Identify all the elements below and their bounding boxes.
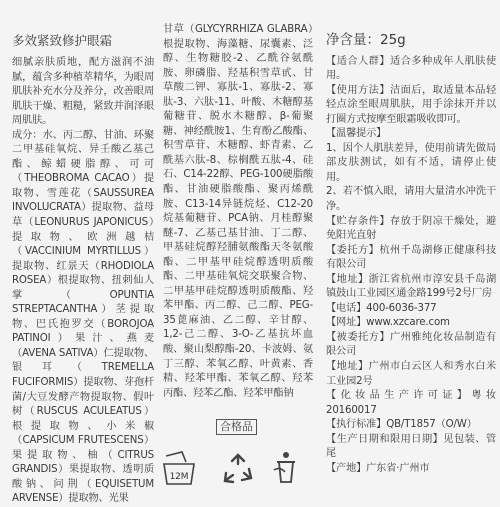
pao-label: 12M: [169, 472, 189, 482]
description-and-ingredients: 细腻亲肤质地，配方滋润不油腻，蕴含多种植萃精华，为眼周肌肤补充水分及养分，改善眼周肌肤干燥、粗糙，紧致并润泽眼周肌肤。 成分：水、丙二醇、甘油、环聚二甲基硅氧烷、异壬酸乙基己酯、鲸蜡硬脂醇、可可（THEOBROMA CACAO）提取物、雪莲花（SAUSSUREA INVOLUCRATA）提取物、益母草（LEONURUS JAPONICUS）提取物、欧洲越桔（VACCINIUM MYRTILLUS）提取物、红景天（RHODIOLA ROSEA）根提取物、扭刺仙人掌（OPUNTIA STREPTACANTHA）茎提取物、巴氏抱罗交（BOROJOA PATINOI）果汁、燕麦（AVENA SATIVA）仁提取物、银耳（TREMELLA FUCIFORMIS）提取物、芽孢杆菌/大豆发酵产物提取物、假叶树（RUSCUS ACULEATUS）根提取物、小米椒（CAPSICUM FRUTESCENS）果提取物、柚（CITRUS GRANDIS）果提取物、透明质酸钠、问荆（EQUISETUM ARVENSE）提取物、光果: [12, 57, 154, 505]
qualified-stamp: 合格品: [216, 419, 257, 435]
left-column: [12, 0, 154, 507]
net-weight: 净含量：25g: [326, 32, 406, 48]
symbol-row: [158, 450, 328, 490]
recycle-icon: [222, 453, 254, 485]
trash-bin-icon: [270, 450, 302, 486]
ingredients-continued: 甘草（GLYCYRRHIZA GLABRA）根提取物、海藻糖、尿囊素、泛醇、生物糖胶-2、乙酰谷氨酰胺、卵磷脂、羟基积雪草甙、甘草酸二钾、寡肽-1、寡肽-2、寡肽-3、六肽-11、叶酸、木糖醇基葡糖苷、脱水木糖醇、β-葡聚糖、神经酰胺1、生育酚乙酸酯、积雪草苷、木糖醇、虾青素、乙酰基六肽-8、棕榈酰五肽-4、硅石、C14-22醇、PEG-100硬脂酸酯、甘油硬脂酸酯、聚丙烯酰胺、C13-14异链烷烃、C12-20烷基葡糖苷、PCA钠、月桂醇聚醚-7、乙基己基甘油、丁二醇、甲基硅烷醇羟脯氨酸酯天冬氨酸酯、二甲基甲硅烷醇透明质酸酯、二甲基硅氧烷交联聚合物、二甲基甲硅烷醇透明质酸酯、羟苯甲酯、丙二醇、己二醇、PEG-35蓖麻油、乙二醇、辛甘醇、1,2-己二醇、3-O-乙基抗坏血酸、聚山梨醇酯-20、卡波姆、氨丁三醇、苯氧乙醇、叶黄素、香精、羟苯甲酯、苯氧乙醇、羟苯丙酯、羟苯乙酯、羟苯甲酯钠: [163, 24, 313, 399]
open-jar-12m-icon: [160, 450, 200, 486]
product-title: 多效紧致修护眼霜: [12, 33, 113, 48]
middle-column: [163, 0, 313, 401]
usage-and-company-info: 【适合人群】适合多种成年人肌肤使用。 【使用方法】洁面后，取适量本品轻轻点涂至眼周肌肤，用手涂抹开并以打圈方式按摩至眼霜吸收即可。 【温馨提示】 1、因个人肌肤差异，使用前请先做局部皮肤测试，如有不适，请停止使用。 2、若不慎入眼，请用大量清水冲洗干净。 【贮存条件】存放于阴凉干燥处，避免阳光直射 【委托方】杭州千岛湖修正健康科技有限公司 【地址】浙江省杭州市淳安县千岛湖镇鼓山工业园区通金路199号2号厂房 【电话】400-6036-377 【网址】www.xzcare.com 【被委托方】广州雅纯化妆品制造有限公司 【地址】广州市白云区人和秀水白米工业园2号 【化妆品生产许可证】粤妆20160017 【执行标准】QB/T1857（O/W） 【生产日期和限用日期】见包装、管尾 【产地】广东省·广州市: [326, 55, 496, 474]
right-column: [326, 0, 496, 476]
